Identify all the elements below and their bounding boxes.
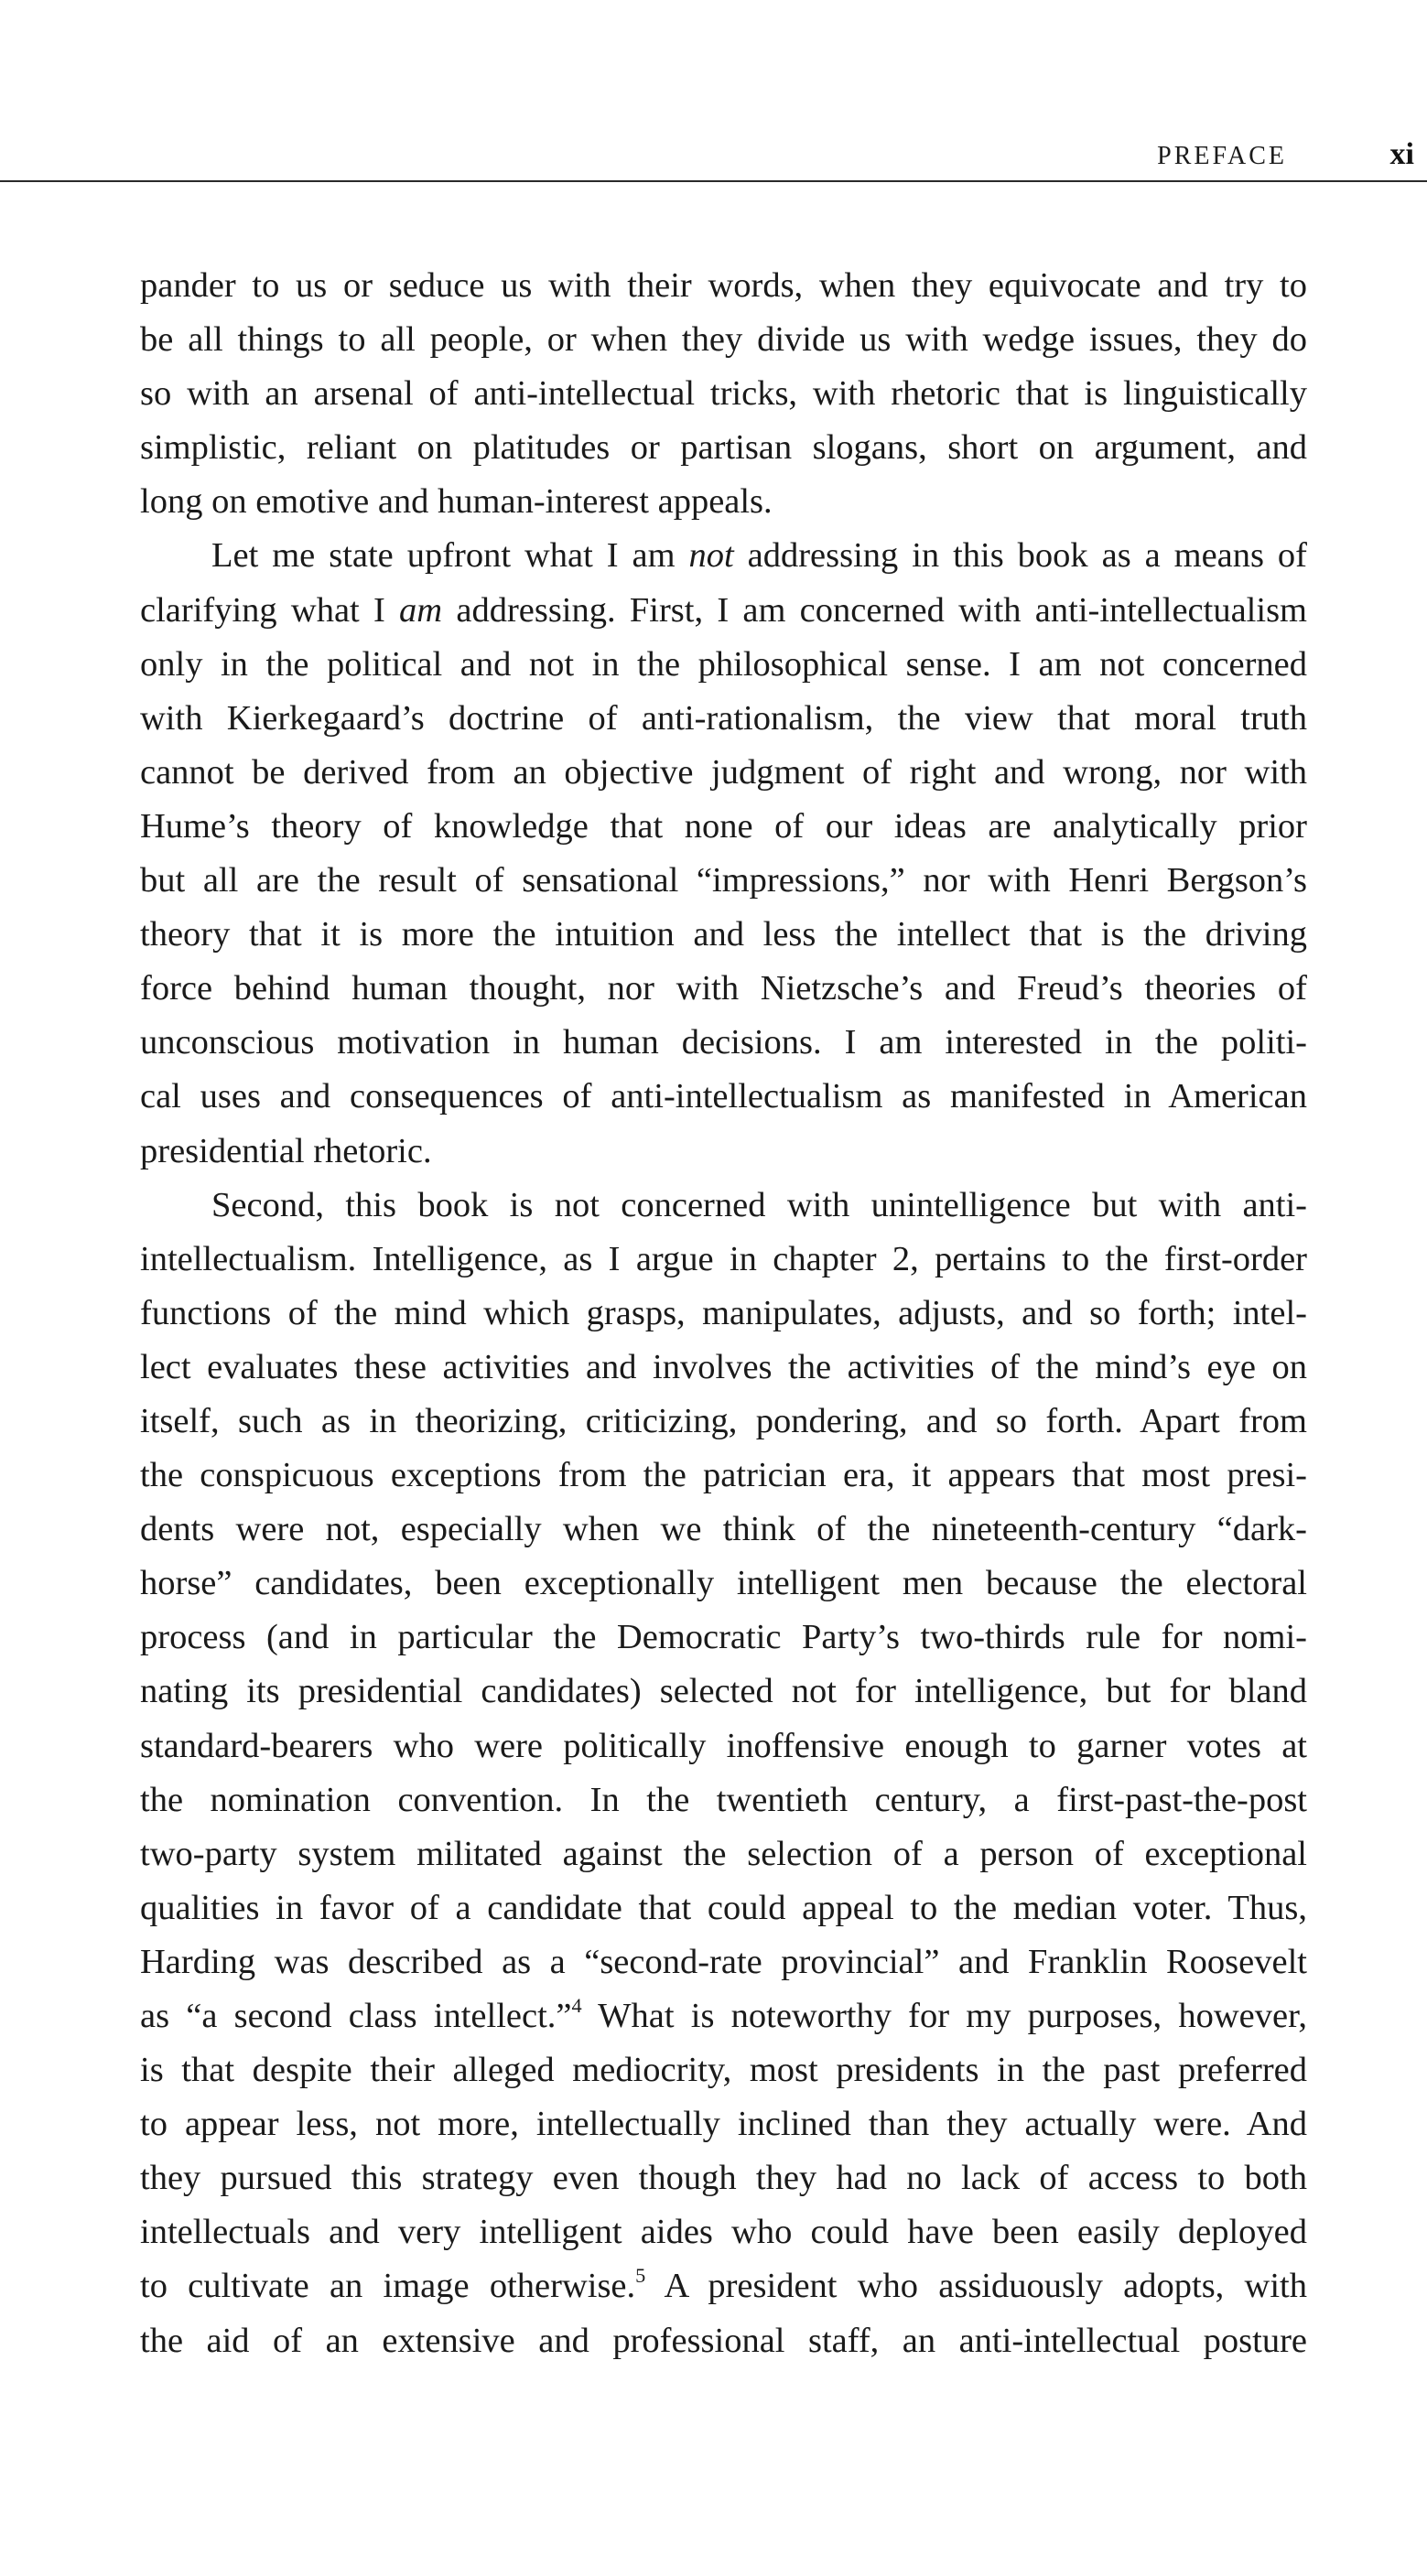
- text-line: unconscious motivation in human decisions. I am interested in the politi-: [140, 1023, 1307, 1062]
- text-line: [140, 584, 1307, 638]
- text-run: A president who assiduously adopts, with: [645, 2267, 1307, 2306]
- text-line: intellectualism. Intelligence, as I argue in chapter 2, pertains to the first-order: [140, 1239, 1307, 1278]
- paragraph: [140, 1179, 1307, 2368]
- text-line: to appear less, not more, intellectually inclined than they actually were. And: [140, 2105, 1307, 2144]
- paragraph: [140, 259, 1307, 529]
- text-line: two-party system militated against the selection of a person of exceptional: [140, 1834, 1307, 1873]
- text-line: but all are the result of sensational “impressions,” nor with Henri Bergson’s: [140, 861, 1307, 900]
- text-line: intellectuals and very intelligent aides who could have been easily deployed: [140, 2213, 1307, 2252]
- footnote-marker[interactable]: 4: [571, 1993, 582, 2017]
- text-line: Second, this book is not concerned with unintelligence but with anti-: [211, 1185, 1307, 1224]
- text-line: nating its presidential candidates) selected not for intelligence, but for bland: [140, 1672, 1307, 1711]
- text-line: the conspicuous exceptions from the patrician era, it appears that most presi-: [140, 1456, 1307, 1495]
- text-run: addressing in this book as a means of: [733, 536, 1307, 576]
- emphasis: not: [688, 536, 734, 576]
- text-line: horse” candidates, been exceptionally intelligent men because the electoral: [140, 1564, 1307, 1603]
- text-line: [140, 2259, 1307, 2313]
- text-line: functions of the mind which grasps, manipulates, adjusts, and so forth; intel-: [140, 1293, 1307, 1332]
- running-head: PREFACE: [1157, 142, 1287, 170]
- text-line: qualities in favor of a candidate that could appeal to the median voter. Thus,: [140, 1888, 1307, 1927]
- text-line: long on emotive and human-interest appeals.: [140, 482, 773, 522]
- text-line: pander to us or seduce us with their words, when they equivocate and try to: [140, 266, 1307, 305]
- text-line: [140, 1989, 1307, 2043]
- text-line: standard-bearers who were politically inoffensive enough to garner votes at: [140, 1726, 1307, 1765]
- text-run: Let me state upfront what I am: [211, 536, 689, 576]
- text-line: simplistic, reliant on platitudes or partisan slogans, short on argument, and: [140, 428, 1307, 468]
- body-text: [140, 259, 1307, 2368]
- text-line: theory that it is more the intuition and less the intellect that is the driving: [140, 915, 1307, 954]
- text-run: as “a second class intellect.”: [140, 1997, 572, 2035]
- text-line: presidential rhetoric.: [140, 1131, 432, 1170]
- text-line: cal uses and consequences of anti-intellectualism as manifested in American: [140, 1077, 1307, 1116]
- header-rule: [0, 180, 1427, 182]
- text-line: cannot be derived from an objective judgment of right and wrong, nor with: [140, 752, 1307, 792]
- emphasis: am: [399, 590, 443, 630]
- text-run: What is noteworthy for my purposes, however,: [581, 1997, 1307, 2035]
- text-line: only in the political and not in the philosophical sense. I am not concerned: [140, 644, 1307, 684]
- paragraph: [140, 529, 1307, 1178]
- text-line: process (and in particular the Democratic Party’s two-thirds rule for nomi-: [140, 1618, 1307, 1657]
- text-line: dents were not, especially when we think of the nineteenth-century “dark-: [140, 1510, 1307, 1549]
- text-line: be all things to all people, or when they divide us with wedge issues, they do: [140, 320, 1307, 360]
- page-header: [0, 0, 1427, 183]
- footnote-marker[interactable]: 5: [635, 2264, 646, 2288]
- text-line: with Kierkegaard’s doctrine of anti-rationalism, the view that moral truth: [140, 698, 1307, 738]
- text-run: clarifying what I: [140, 590, 400, 630]
- text-line: the aid of an extensive and professional staff, an anti-intellectual posture: [140, 2321, 1307, 2360]
- text-line: force behind human thought, nor with Nietzsche’s and Freud’s theories of: [140, 969, 1307, 1008]
- text-line: [140, 529, 1307, 583]
- text-line: is that despite their alleged mediocrity, most presidents in the past preferred: [140, 2051, 1307, 2090]
- text-run: to cultivate an image otherwise.: [140, 2267, 636, 2306]
- text-line: lect evaluates these activities and involves the activities of the mind’s eye on: [140, 1347, 1307, 1386]
- text-line: Harding was described as a “second-rate provincial” and Franklin Roosevelt: [140, 1942, 1307, 1981]
- text-line: the nomination convention. In the twentieth century, a first-past-the-post: [140, 1780, 1307, 1819]
- text-line: they pursued this strategy even though they had no lack of access to both: [140, 2159, 1307, 2198]
- text-line: itself, such as in theorizing, criticizing, pondering, and so forth. Apart from: [140, 1401, 1307, 1440]
- page-number: xi: [1389, 137, 1414, 171]
- text-line: Hume’s theory of knowledge that none of our ideas are analytically prior: [140, 806, 1307, 846]
- text-line: so with an arsenal of anti-intellectual tricks, with rhetoric that is linguistically: [140, 374, 1307, 414]
- text-run: addressing. First, I am concerned with anti-intellectualism: [442, 590, 1307, 630]
